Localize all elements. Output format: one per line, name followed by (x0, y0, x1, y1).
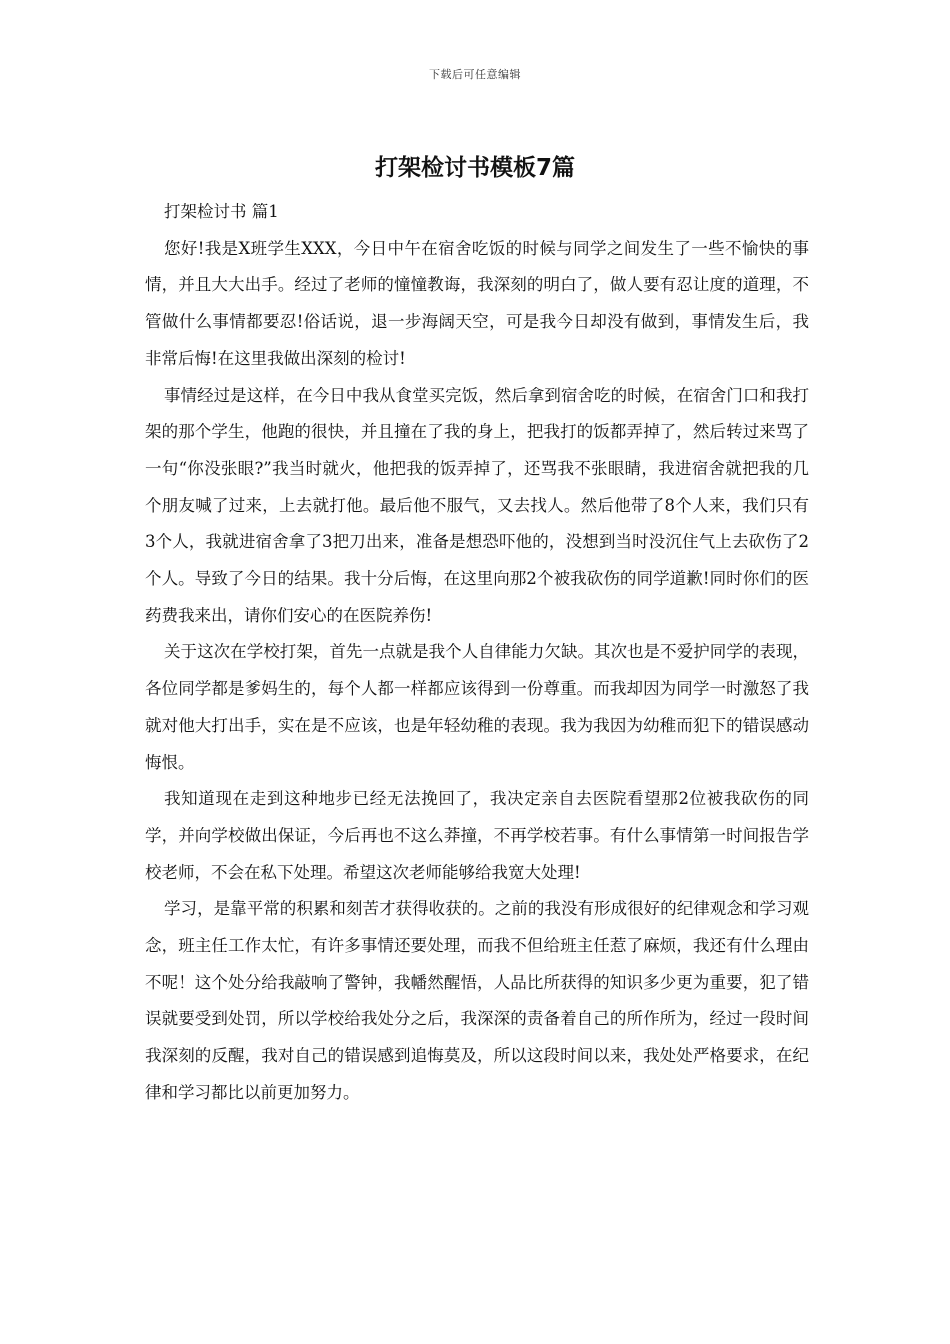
header-note: 下载后可任意编辑 (429, 68, 521, 81)
section-label: 打架检讨书 篇1 (164, 202, 279, 221)
paragraph-2: 事情经过是这样，在今日中我从食堂买完饭，然后拿到宿舍吃的时候，在宿舍门口和我打架的那个学生，他跑的很快，并且撞在了我的身上，把我打的饭都弄掉了，然后转过来骂了一句“你没张眼?”我当时就火，他把我的饭弄掉了，还骂我不张眼睛，我进宿舍就把我的几个朋友喊了过来，上去就打他。最后他不服气，又去找人。然后他带了8个人来，我们只有3个人，我就进宿舍拿了3把刀出来，准备是想恐吓他的，没想到当时没沉住气上去砍伤了2个人。导致了今日的结果。我十分后悔，在这里向那2个被我砍伤的同学道歉!同时你们的医药费我来出，请你们安心的在医院养伤! (145, 385, 809, 625)
document-body (145, 194, 809, 1112)
paragraph-3: 关于这次在学校打架，首先一点就是我个人自律能力欠缺。其次也是不爱护同学的表现，各位同学都是爹妈生的，每个人都一样都应该得到一份尊重。而我却因为同学一时激怒了我就对他大打出手，实在是不应该，也是年轻幼稚的表现。我为我因为幼稚而犯下的错误感动悔恨。 (145, 642, 809, 772)
document-title: 打架检讨书模板7篇 (374, 155, 575, 181)
paragraph-5: 学习，是靠平常的积累和刻苦才获得收获的。之前的我没有形成很好的纪律观念和学习观念，班主任工作太忙，有许多事情还要处理，而我不但给班主任惹了麻烦，我还有什么理由不呢！这个处分给我敲响了警钟，我幡然醒悟，人品比所获得的知识多少更为重要，犯了错误就要受到处罚，所以学校给我处分之后，我深深的责备着自己的所作所为，经过一段时间我深刻的反醒，我对自己的错误感到追悔莫及，所以这段时间以来，我处处严格要求，在纪律和学习都比以前更加努力。 (145, 899, 809, 1102)
paragraph-4: 我知道现在走到这种地步已经无法挽回了，我决定亲自去医院看望那2位被我砍伤的同学，并向学校做出保证，今后再也不这么莽撞，不再学校若事。有什么事情第一时间报告学校老师，不会在私下处理。希望这次老师能够给我宽大处理! (145, 789, 809, 882)
paragraph-1: 您好!我是X班学生XXX，今日中午在宿舍吃饭的时候与同学之间发生了一些不愉快的事情，并且大大出手。经过了老师的憧憧教诲，我深刻的明白了，做人要有忍让度的道理，不管做什么事情都要忍!俗话说，退一步海阔天空，可是我今日却没有做到，事情发生后，我非常后悔!在这里我做出深刻的检讨! (145, 238, 809, 368)
